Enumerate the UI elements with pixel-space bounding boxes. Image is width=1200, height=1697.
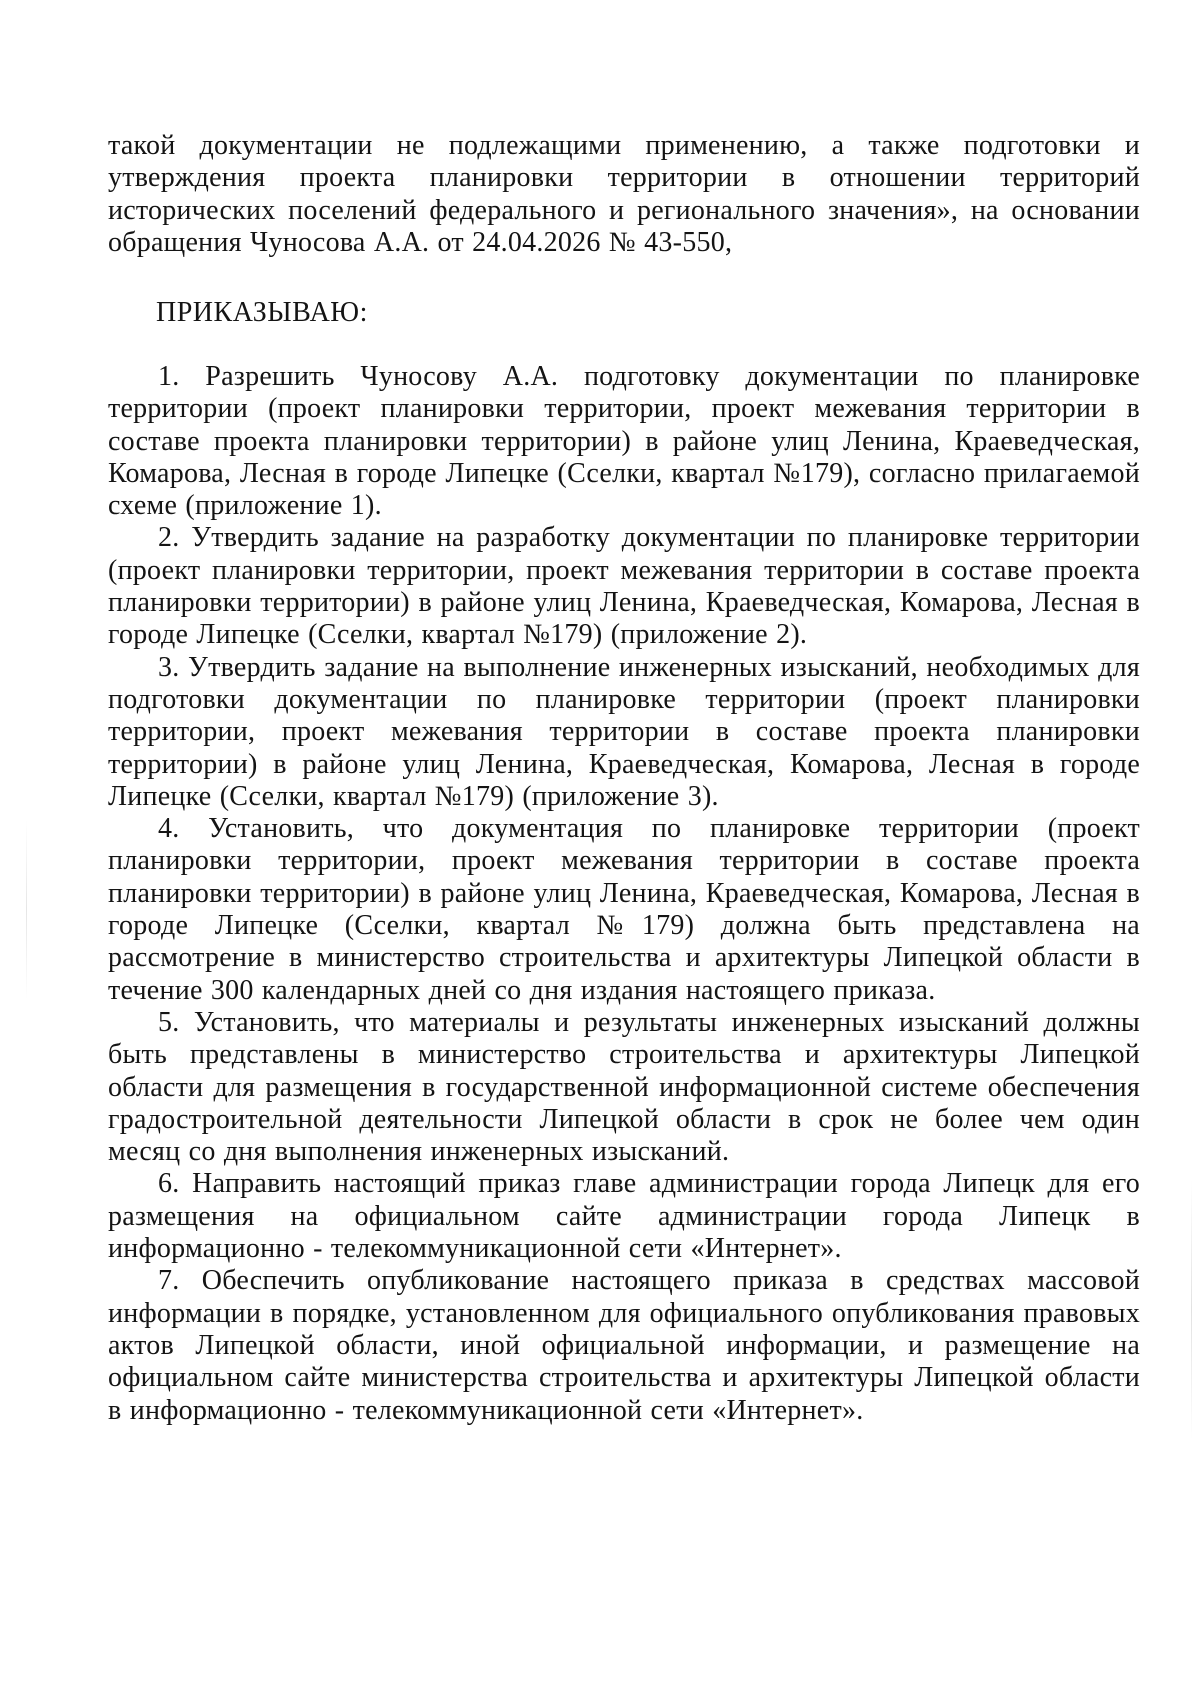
order-item-5 [108, 1007, 1140, 1168]
order-item-number: 5. [158, 1006, 180, 1038]
order-item-4 [108, 813, 1140, 1007]
order-item-text: Обеспечить опубликование настоящего приказа в средствах массовой информации в порядке, установленном для официального опубликования правовых актов Липецкой области, иной официальной информации, и размещение на официальном сайте министерства строительства и архитектуры Липецкой области в информационно - телекоммуникационной сети «Интернет». [108, 1265, 1140, 1426]
order-item-2 [108, 522, 1140, 651]
intro-paragraph: такой документации не подлежащими применению, а также подготовки и утверждения проекта планировки территории в отношении территорий исторических поселений федерального и регионального значения», на основании обращения Чуносова А.А. от 24.04.2026 № 43-550, [108, 130, 1140, 258]
order-item-text: Направить настоящий приказ главе администрации города Липецк для его размещения на официальном сайте администрации города Липецк в информационно - телекоммуникационной сети «Интернет». [108, 1168, 1140, 1265]
scan-edge-mark [26, 820, 27, 1000]
order-item-number: 4. [158, 813, 180, 845]
order-item-1 [108, 361, 1140, 522]
order-item-number: 6. [158, 1168, 180, 1200]
order-item-text: Установить, что документация по планировке территории (проект планировки территории, проект межевания территории в составе проекта планировки территории) в районе улиц Ленина, Краеведческая, Комарова, Лесная в городе Липецке (Сселки, квартал №179) должна быть представлена на рассмотрение в министерство строительства и архитектуры Липецкой области в течение 300 календарных дней со дня издания настоящего приказа. [108, 813, 1140, 1006]
order-item-7 [108, 1265, 1140, 1426]
scan-edge-mark-right [1191, 1180, 1192, 1440]
order-item-number: 1. [158, 361, 180, 392]
order-item-text: Утвердить задание на разработку документации по планировке территории (проект планировки территории, проект межевания территории в составе проекта планировки территории) в районе улиц Ленина, Краеведческая, Комарова, Лесная в городе Липецке (Сселки, квартал №179) (приложение 2). [108, 522, 1141, 651]
order-items-list [108, 361, 1140, 1427]
order-item-text: Утвердить задание на выполнение инженерных изысканий, необходимых для подготовки документации по планировке территории (проект планировки территории, проект межевания территории в составе проекта планировки территории) в районе улиц Ленина, Краеведческая, Комарова, Лесная в городе Липецке (Сселки, квартал №179) (приложение 3). [108, 651, 1140, 812]
order-item-number: 3. [158, 651, 180, 683]
order-item-number: 7. [158, 1265, 180, 1297]
order-item-text: Установить, что материалы и результаты инженерных изысканий должны быть представлены в министерство строительства и архитектуры Липецкой области для размещения в государственной информационной системе обеспечения градостроительной деятельности Липецкой области в срок не более чем один месяц со дня выполнения инженерных изысканий. [108, 1006, 1140, 1168]
order-item-number: 2. [158, 522, 180, 554]
order-heading: ПРИКАЗЫВАЮ: [156, 297, 368, 328]
order-item-text: Разрешить Чуносову А.А. подготовку документации по планировке территории (проект планировки территории, проект межевания территории в составе проекта планировки территории) в районе улиц Ленина, Краеведческая, Комарова, Лесная в городе Липецке (Сселки, квартал №179), согласно прилагаемой схеме (приложение 1). [108, 361, 1141, 522]
order-item-6 [108, 1168, 1140, 1265]
order-item-3 [108, 652, 1140, 813]
